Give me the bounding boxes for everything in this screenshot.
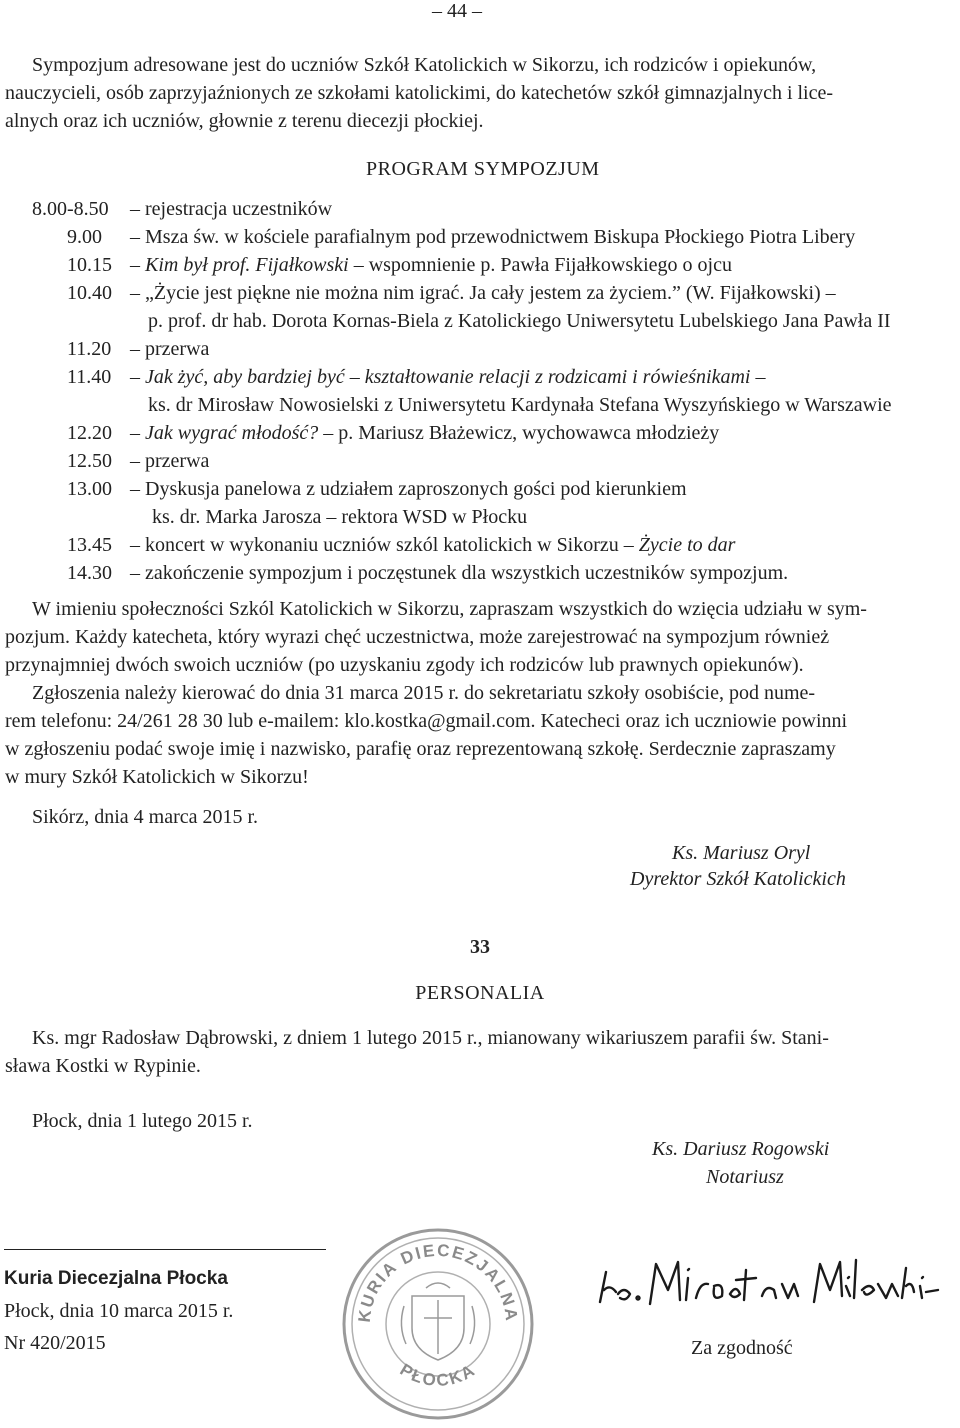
schedule-time: 11.40 [67, 366, 112, 388]
schedule-italic-text: – Jak wygrać młodość? [130, 422, 319, 444]
coat-of-arms-icon [401, 1283, 474, 1360]
intro-line: alnych oraz ich uczniów, głownie z terenu diecezji płockiej. [5, 110, 484, 132]
schedule-rest-text: – p. Mariusz Błażewicz, wychowawca młodzieży [318, 422, 720, 444]
schedule-italic-text: – Kim był prof. Fijałkowski [130, 254, 349, 276]
schedule-text: – przerwa [130, 338, 210, 360]
personalia-line: sława Kostki w Rypinie. [5, 1055, 201, 1077]
footer-number: Nr 420/2015 [4, 1332, 106, 1354]
schedule-time: 12.50 [67, 450, 112, 472]
schedule-text: – Dyskusja panelowa z udziałem zaproszonych gości pod kierunkiem [130, 478, 687, 500]
schedule-time: 13.45 [67, 534, 112, 556]
schedule-rest-text: – koncert w wykonaniu uczniów szkól katolickich w Sikorzu – [130, 534, 639, 556]
schedule-rest-text: – wspomnienie p. Pawła Fijałkowskiego o ojcu [348, 254, 732, 276]
conformity-label: Za zgodność [691, 1337, 793, 1359]
personalia-line: Ks. mgr Radosław Dąbrowski, z dniem 1 lutego 2015 r., mianowany wikariuszem parafii św. Stani- [32, 1027, 829, 1049]
date-place: Sikórz, dnia 4 marca 2015 r. [32, 806, 259, 828]
intro-line: nauczycieli, osób zaprzyjaźnionych ze szkołami katolickimi, do katechetów szkół gimnazjalnych i lice- [5, 82, 834, 104]
schedule-continuation: p. prof. dr hab. Dorota Kornas-Biela z Katolickiego Uniwersytetu Lubelskiego Jana Pawła II [148, 310, 891, 332]
schedule-text: – Jak żyć, aby bardziej być – kształtowanie relacji z rodzicami i rówieśnikami – [130, 366, 766, 388]
schedule-text: – Msza św. w kościele parafialnym pod przewodnictwem Biskupa Płockiego Piotra Libery [130, 226, 856, 248]
signature-name: Ks. Mariusz Oryl [672, 842, 811, 864]
official-stamp [340, 1226, 536, 1422]
signature-name: Ks. Dariusz Rogowski [652, 1138, 830, 1160]
handwritten-signature [596, 1250, 942, 1314]
footer-divider [4, 1249, 326, 1250]
footer-date: Płock, dnia 10 marca 2015 r. [4, 1300, 234, 1322]
body-line: W imieniu społeczności Szkól Katolickich w Sikorzu, zapraszam wszystkich do wzięcia udziału w sym- [32, 598, 867, 620]
schedule-continuation: ks. dr Mirosław Nowosielski z Uniwersytetu Kardynała Stefana Wyszyńskiego w Warszawie [148, 394, 892, 416]
date-place: Płock, dnia 1 lutego 2015 r. [32, 1110, 253, 1132]
schedule-text: – przerwa [130, 450, 210, 472]
svg-text:PŁOCKA [397, 1360, 480, 1390]
page-number: – 44 – [432, 0, 482, 22]
program-title: PROGRAM SYMPOZJUM [366, 158, 600, 180]
footer-office: Kuria Diecezjalna Płocka [4, 1268, 228, 1289]
stamp-top-text: KURIA DIECEZJALNA [354, 1240, 522, 1324]
body-line: pozjum. Każdy katecheta, który wyrazi chęć uczestnictwa, może zarejestrować na sympozjum również [5, 626, 830, 648]
body-line: rem telefonu: 24/261 28 30 lub e-mailem: klo.kostka@gmail.com. Katecheci oraz ich uczniowie powinni [5, 710, 848, 732]
schedule-text [130, 254, 732, 277]
schedule-time: 9.00 [67, 226, 102, 248]
body-line: w mury Szkół Katolickich w Sikorzu! [5, 766, 309, 788]
signature-title: Notariusz [706, 1166, 784, 1188]
schedule-text: – rejestracja uczestników [130, 198, 333, 220]
schedule-time: 13.00 [67, 478, 112, 500]
schedule-time: 8.00-8.50 [32, 198, 109, 220]
body-line: w zgłoszeniu podać swoje imię i nazwisko, parafię oraz reprezentowaną szkołę. Serdecznie zapraszamy [5, 738, 836, 760]
intro-line: Sympozjum adresowane jest do uczniów Szkół Katolickich w Sikorzu, ich rodziców i opiekunów, [32, 54, 817, 76]
schedule-text: – zakończenie sympozjum i poczęstunek dla wszystkich uczestników sympozjum. [130, 562, 789, 584]
section-number: 33 [470, 936, 490, 958]
body-line: przynajmniej dwóch swoich uczniów (po uzyskaniu zgody ich rodziców lub prawnych opiekunów). [5, 654, 804, 676]
schedule-continuation: ks. dr. Marka Jarosza – rektora WSD w Płocku [152, 506, 528, 528]
schedule-text [130, 534, 735, 557]
schedule-time: 12.20 [67, 422, 112, 444]
schedule-text: – „Życie jest piękne nie można nim igrać. Ja cały jestem za życiem.” (W. Fijałkowski) – [130, 282, 836, 304]
schedule-time: 14.30 [67, 562, 112, 584]
schedule-time: 10.15 [67, 254, 112, 276]
signature-title: Dyrektor Szkół Katolickich [630, 868, 846, 890]
body-line: Zgłoszenia należy kierować do dnia 31 marca 2015 r. do sekretariatu szkoły osobiście, pod nume- [32, 682, 816, 704]
schedule-text [130, 422, 719, 445]
schedule-time: 11.20 [67, 338, 112, 360]
stamp-bottom-text: PŁOCKA [396, 1359, 480, 1391]
section-title: PERSONALIA [415, 982, 545, 1004]
schedule-time: 10.40 [67, 282, 112, 304]
schedule-italic-text: Życie to dar [638, 534, 736, 556]
